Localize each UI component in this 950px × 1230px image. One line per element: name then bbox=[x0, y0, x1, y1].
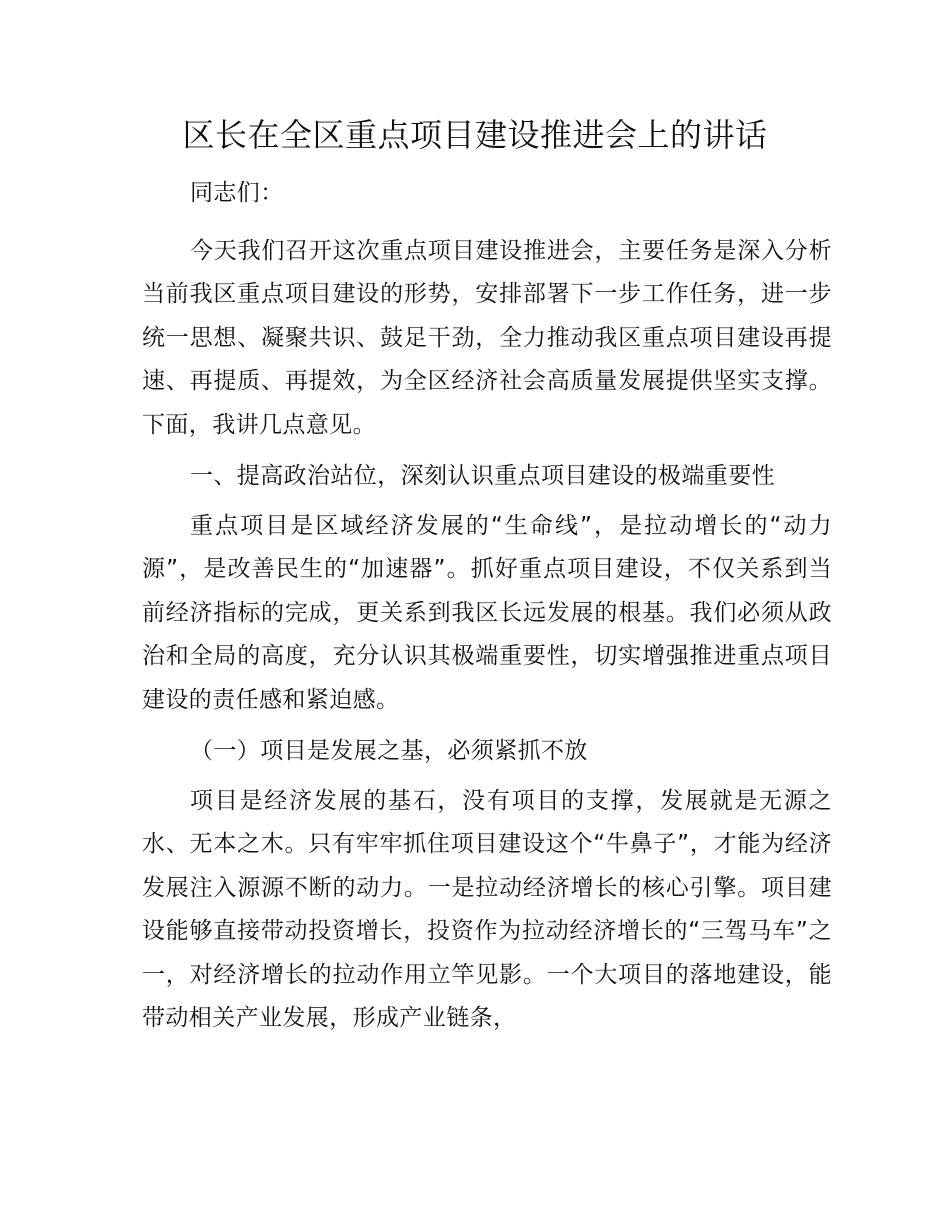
section-heading-1: 一、提高政治站位，深刻认识重点项目建设的极端重要性 bbox=[190, 463, 775, 489]
document-body bbox=[142, 172, 832, 1049]
paragraph-section-1: 重点项目是区域经济发展的“生命线”，是拉动增长的“动力源”，是改善民生的“加速器”。抓好重点项目建设，不仅关系到当前经济指标的完成，更关系到我区长远发展的根基。我们必须从政治和全局的高度，充分认识其极端重要性，切实增强推进重点项目建设的责任感和紧迫感。 bbox=[142, 512, 832, 713]
paragraph-subsection-1: 项目是经济发展的基石，没有项目的支撑，发展就是无源之水、无本之木。只有牢牢抓住项目建设这个“牛鼻子”，才能为经济发展注入源源不断的动力。一是拉动经济增长的核心引擎。项目建设能够直接带动投资增长，投资作为拉动经济增长的“三驾马车”之一，对经济增长的拉动作用立竿见影。一个大项目的落地建设，能带动相关产业发展，形成产业链条， bbox=[142, 787, 832, 1031]
document-title: 区长在全区重点项目建设推进会上的讲话 bbox=[182, 116, 768, 154]
paragraph-intro: 今天我们召开这次重点项目建设推进会，主要任务是深入分析当前我区重点项目建设的形势，安排部署下一步工作任务，进一步统一思想、凝聚共识、鼓足干劲，全力推动我区重点项目建设再提速、再提质、再提效，为全区经济社会高质量发展提供坚实支撑。下面，我讲几点意见。 bbox=[142, 237, 832, 438]
subsection-heading-1: （一）项目是发展之基，必须紧抓不放 bbox=[190, 738, 588, 764]
salutation: 同志们： bbox=[190, 180, 284, 206]
